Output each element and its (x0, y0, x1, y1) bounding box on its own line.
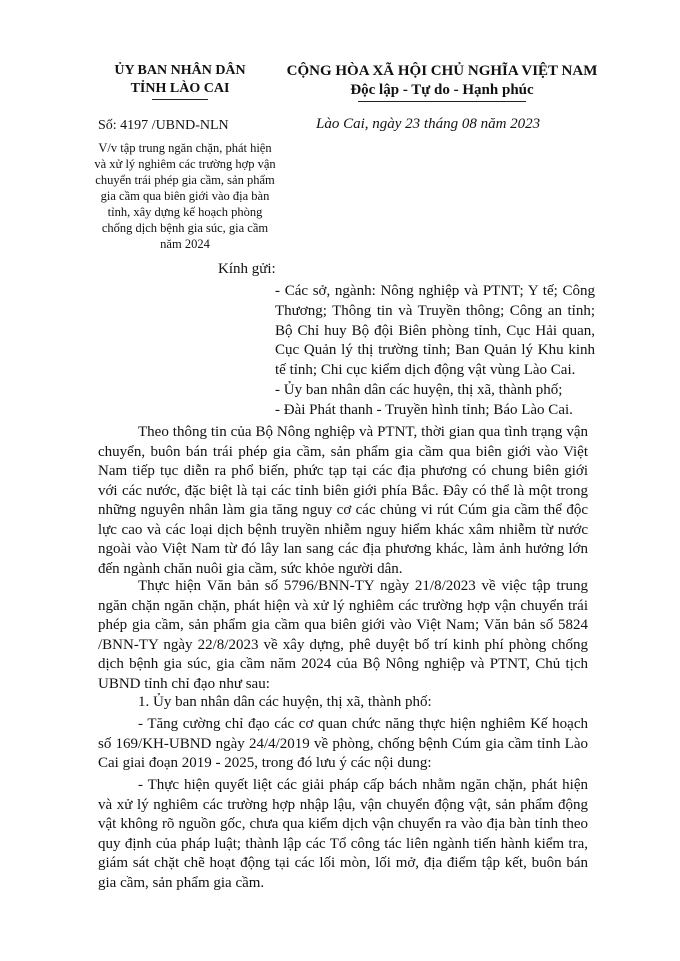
recipient-item: - Đài Phát thanh - Truyền hình tỉnh; Báo Lào Cai. (275, 401, 573, 418)
paragraph-text: Thực hiện Văn bản số 5796/BNN-TY ngày 21/8/2023 về việc tập trung ngăn chặn ngăn chặn, phát hiện và xử lý nghiêm các trường hợp vận chuyển trái phép gia cầm, sản phẩm gia cầm qua biên giới vào Việt Nam; Văn bản số 5824 /BNN-TY ngày 22/8/2023 về xây dựng, phê duyệt bố trí kinh phí phòng chống dịch bệnh gia súc, gia cầm năm 2024 của Bộ Nông nghiệp và PTNT, Chủ tịch UBND tỉnh chỉ đạo như sau: (98, 578, 588, 692)
body-paragraph-2 (98, 577, 588, 694)
recipient-item: - Các sở, ngành: Nông nghiệp và PTNT; Y tế; Công Thương; Thông tin và Truyền thông; Công an tỉnh; Bộ Chỉ huy Bộ đội Biên phòng tỉnh, Cục Hải quan, Cục Quản lý thị trường tỉnh; Ban Quản lý Khu kinh tế tỉnh; Chi cục kiểm dịch động vật vùng Lào Cai. (275, 283, 595, 379)
authority-line-2: TỈNH LÀO CAI (130, 81, 230, 96)
document-subject: V/v tập trung ngăn chặn, phát hiện và xử lý nghiêm các trường hợp vận chuyển trái phép gia cầm, sản phẩm gia cầm qua biên giới vào địa bàn tỉnh, xây dựng kế hoạch phòng chống dịch bệnh gia súc, gia cầm năm 2024 (94, 141, 276, 251)
paragraph-text: 1. Ủy ban nhân dân các huyện, thị xã, thành phố: (138, 694, 432, 710)
body-paragraph-4 (98, 715, 588, 774)
body-paragraph-5 (98, 776, 588, 893)
nation-motto: Độc lập - Tự do - Hạnh phúc (350, 82, 534, 98)
issuing-authority (90, 62, 270, 100)
recipients-list (275, 282, 595, 421)
recipients-heading: Kính gửi: (218, 261, 276, 277)
paragraph-text: Theo thông tin của Bộ Nông nghiệp và PTNT, thời gian qua tình trạng vận chuyển, buôn bán trái phép gia cầm, sản phẩm gia cầm qua biên giới vào Việt Nam tiếp tục diễn ra phổ biến, phức tạp tại các địa phương có chung biên giới với các nước, đặc biệt là tại các tỉnh biên giới phía Bắc. Đây có thể là một trong những nguyên nhân làm gia tăng nguy cơ các chủng vi rút Cúm gia cầm thể độc lực cao và các loại dịch bệnh truyền nhiễm nguy hiểm khác xâm nhiễm từ nước ngoài vào Việt Nam từ đó lây lan sang các địa phương khác, làm ảnh hưởng lớn đến ngành chăn nuôi gia cầm, sức khỏe người dân. (98, 424, 588, 577)
authority-line-1: ỦY BAN NHÂN DÂN (114, 63, 246, 78)
national-header (282, 62, 602, 102)
body-paragraph-3 (98, 693, 588, 713)
authority-underline (152, 99, 208, 100)
paragraph-text: - Tăng cường chỉ đạo các cơ quan chức năng thực hiện nghiêm Kế hoạch số 169/KH-UBND ngày 24/4/2019 về phòng, chống bệnh Cúm gia cầm tỉnh Lào Cai giai đoạn 2019 - 2025, trong đó lưu ý các nội dung: (98, 716, 588, 771)
body-paragraph-1 (98, 423, 588, 579)
recipient-item: - Ủy ban nhân dân các huyện, thị xã, thành phố; (275, 381, 563, 398)
nation-name: CỘNG HÒA XÃ HỘI CHỦ NGHĨA VIỆT NAM (286, 63, 598, 79)
document-date: Lào Cai, ngày 23 tháng 08 năm 2023 (316, 116, 541, 132)
document-number: Số: 4197 /UBND-NLN (98, 118, 229, 133)
motto-underline (358, 101, 526, 102)
paragraph-text: - Thực hiện quyết liệt các giải pháp cấp bách nhằm ngăn chặn, phát hiện và xử lý nghiêm các trường hợp nhập lậu, vận chuyển động vật, sản phẩm động vật không rõ nguồn gốc, chưa qua kiểm dịch vận chuyển ra vào địa bàn tỉnh theo quy định của pháp luật; thành lập các Tổ công tác liên ngành tiến hành kiểm tra, giám sát chặt chẽ hoạt động tại các lối mòn, lối mở, địa điểm tập kết, buôn bán gia cầm, sản phẩm gia cầm. (98, 777, 588, 891)
